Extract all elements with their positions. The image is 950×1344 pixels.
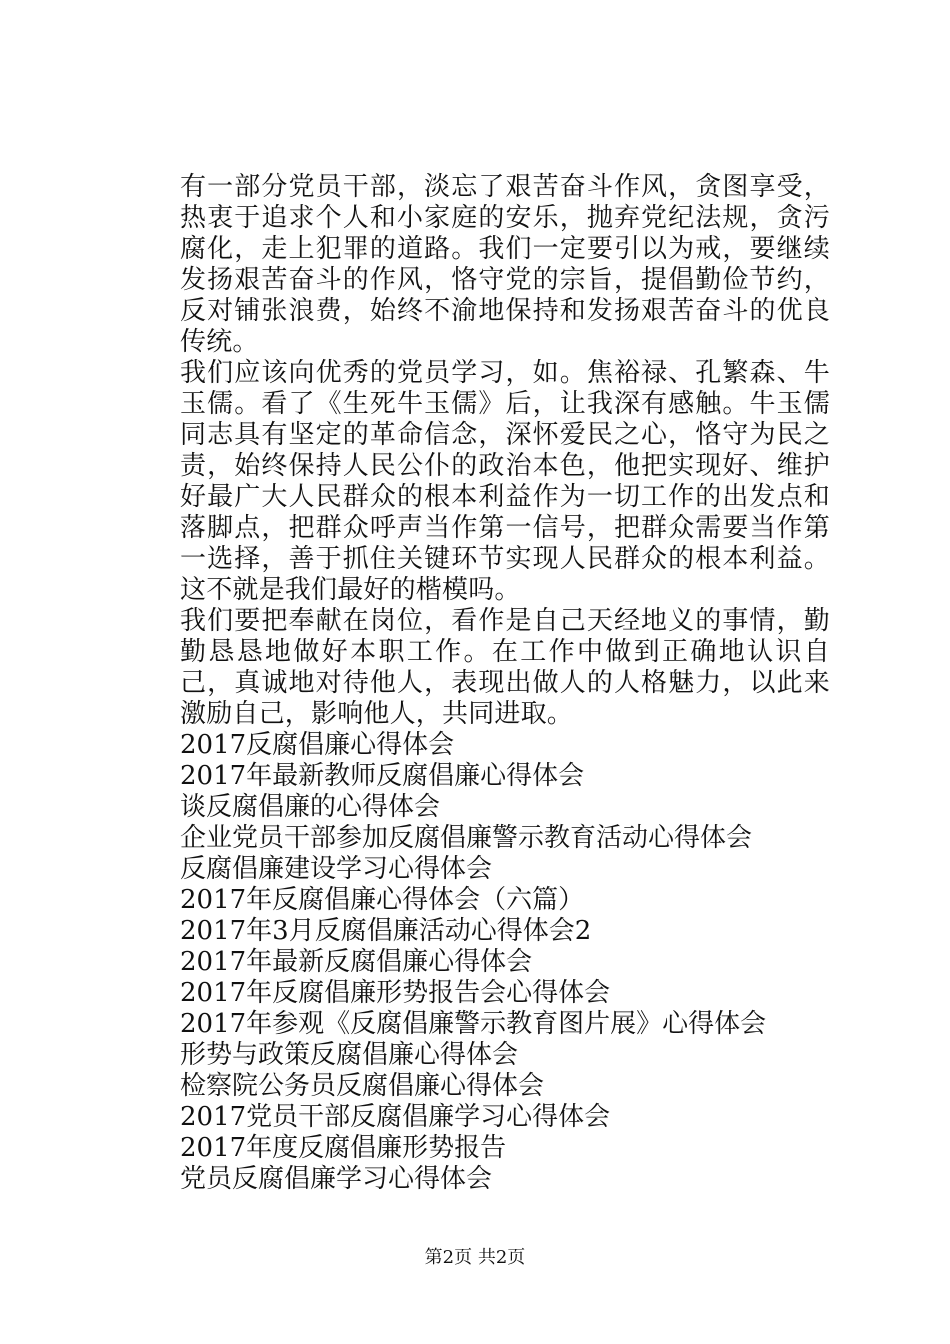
related-link[interactable]: 2017年度反腐倡廉形势报告 — [180, 1133, 507, 1163]
document-body — [180, 172, 830, 1195]
paragraph-2: 我们应该向优秀的党员学习，如。焦裕禄、孔繁森、牛玉儒。看了《生死牛玉儒》后，让我深有感触。牛玉儒同志具有坚定的革命信念，深怀爱民之心，恪守为民之责，始终保持人民公仆的政治本色，他把实现好、维护好最广大人民群众的根本利益作为一切工作的出发点和落脚点，把群众呼声当作第一信号，把群众需要当作第一选择，善于抓住关键环节实现人民群众的根本利益。这不就是我们最好的楷模吗。 — [180, 358, 830, 605]
related-link[interactable]: 2017年反腐倡廉心得体会（六篇） — [180, 885, 585, 915]
related-link[interactable]: 形势与政策反腐倡廉心得体会 — [180, 1040, 519, 1070]
page-footer: 第2页 共2页 — [424, 1247, 526, 1268]
related-link[interactable]: 检察院公务员反腐倡廉心得体会 — [180, 1071, 545, 1101]
paragraph-1: 有一部分党员干部，淡忘了艰苦奋斗作风，贪图享受，热衷于追求个人和小家庭的安乐，抛弃党纪法规，贪污腐化，走上犯罪的道路。我们一定要引以为戒，要继续发扬艰苦奋斗的作风，恪守党的宗旨，提倡勤俭节约，反对铺张浪费，始终不渝地保持和发扬艰苦奋斗的优良传统。 — [180, 172, 830, 357]
related-link[interactable]: 反腐倡廉建设学习心得体会 — [180, 854, 493, 884]
related-link[interactable]: 2017年3月反腐倡廉活动心得体会2 — [180, 916, 592, 946]
related-link[interactable]: 2017年最新反腐倡廉心得体会 — [180, 947, 533, 977]
related-link[interactable]: 2017反腐倡廉心得体会 — [180, 730, 455, 760]
paragraph-3: 我们要把奉献在岗位，看作是自己天经地义的事情，勤勤恳恳地做好本职工作。在工作中做到正确地认识自己，真诚地对待他人，表现出做人的人格魅力，以此来激励自己，影响他人，共同进取。 — [180, 606, 830, 729]
related-link[interactable]: 2017年反腐倡廉形势报告会心得体会 — [180, 978, 611, 1008]
related-link[interactable]: 2017年参观《反腐倡廉警示教育图片展》心得体会 — [180, 1009, 767, 1039]
related-link[interactable]: 企业党员干部参加反腐倡廉警示教育活动心得体会 — [180, 823, 753, 853]
related-link[interactable]: 谈反腐倡廉的心得体会 — [180, 792, 441, 822]
related-links-list — [180, 730, 830, 1195]
related-link[interactable]: 2017党员干部反腐倡廉学习心得体会 — [180, 1102, 611, 1132]
related-link[interactable]: 2017年最新教师反腐倡廉心得体会 — [180, 761, 585, 791]
related-link[interactable]: 党员反腐倡廉学习心得体会 — [180, 1164, 493, 1194]
